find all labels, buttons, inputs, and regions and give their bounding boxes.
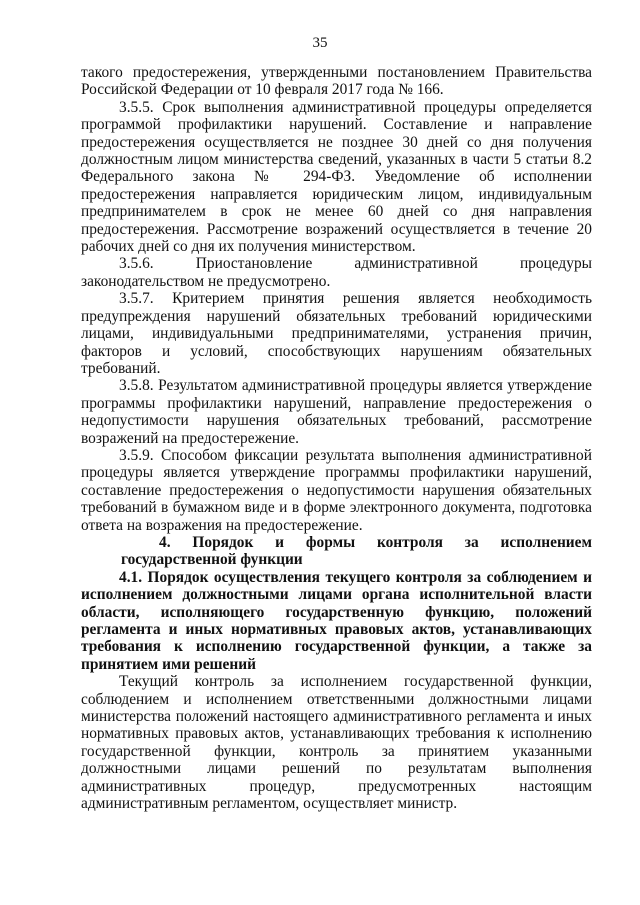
paragraph-3-5-8: 3.5.8. Результатом административной процедуры является утверждение программы профилактики нарушений, направление предостережения о недопустимости нарушения обязательных требований, рассмотрение возражений на предостережение.: [81, 377, 592, 447]
section-heading: 4. Порядок и формы контроля за исполнением государственной функции: [121, 533, 592, 569]
paragraph-3-5-5: 3.5.5. Срок выполнения административной процедуры определяется программой профилактики нарушений. Составление и направление предостережения осуществляется не позднее 30 дней со дня получения должностным лицом министерства сведений, указанных в части 5 статьи 8.2 Федерального закона № 294-ФЗ. Уведомление об исполнении предостережения направляется юридическим лицом, индивидуальным предпринимателем в срок не менее 60 дней со дня направления предостережения. Рассмотрение возражений осуществляется в течение 20 рабочих дней со дня их получения министерством.: [81, 98, 592, 256]
paragraph-3-5-7: 3.5.7. Критерием принятия решения является необходимость предупреждения нарушений обязательных требований юридическими лицами, индивидуальными предпринимателями, устранения причин, факторов и условий, способствующих нарушениям обязательных требований.: [81, 290, 592, 377]
paragraph-3-5-9: 3.5.9. Способом фиксации результата выполнения административной процедуры является утверждение программы профилактики нарушений, составление предостережения о недопустимости нарушения обязательных требований в бумажном виде и в форме электронного документа, подготовка ответа на возражения на предостережение.: [81, 446, 592, 534]
paragraph-current-control: Текущий контроль за исполнением государственной функции, соблюдением и исполнением ответственными должностными лицами министерства положений настоящего административного регламента и иных нормативных правовых актов, устанавливающих требования к исполнению государственной функции, контроль за принятием указанными должностными лицами решений по результатам выполнения административных процедур, предусмотренных настоящим административным регламентом, осуществляет министр.: [81, 673, 592, 813]
page-number: 35: [312, 35, 328, 51]
paragraph-3-5-6: 3.5.6. Приостановление административной процедуры законодательством не предусмотрено.: [81, 255, 592, 290]
document-body: [81, 64, 592, 812]
paragraph-continuation: такого предостережения, утвержденными постановлением Правительства Российской Федерации от 10 февраля 2017 года № 166.: [81, 64, 592, 99]
subsection-heading: 4.1. Порядок осуществления текущего контроля за соблюдением и исполнением должностными лицами органа исполнительной власти области, исполняющего государственную функцию, положений регламента и иных нормативных правовых актов, устанавливающих требования к исполнению государственной функции, а также за принятием ими решений: [81, 568, 592, 673]
